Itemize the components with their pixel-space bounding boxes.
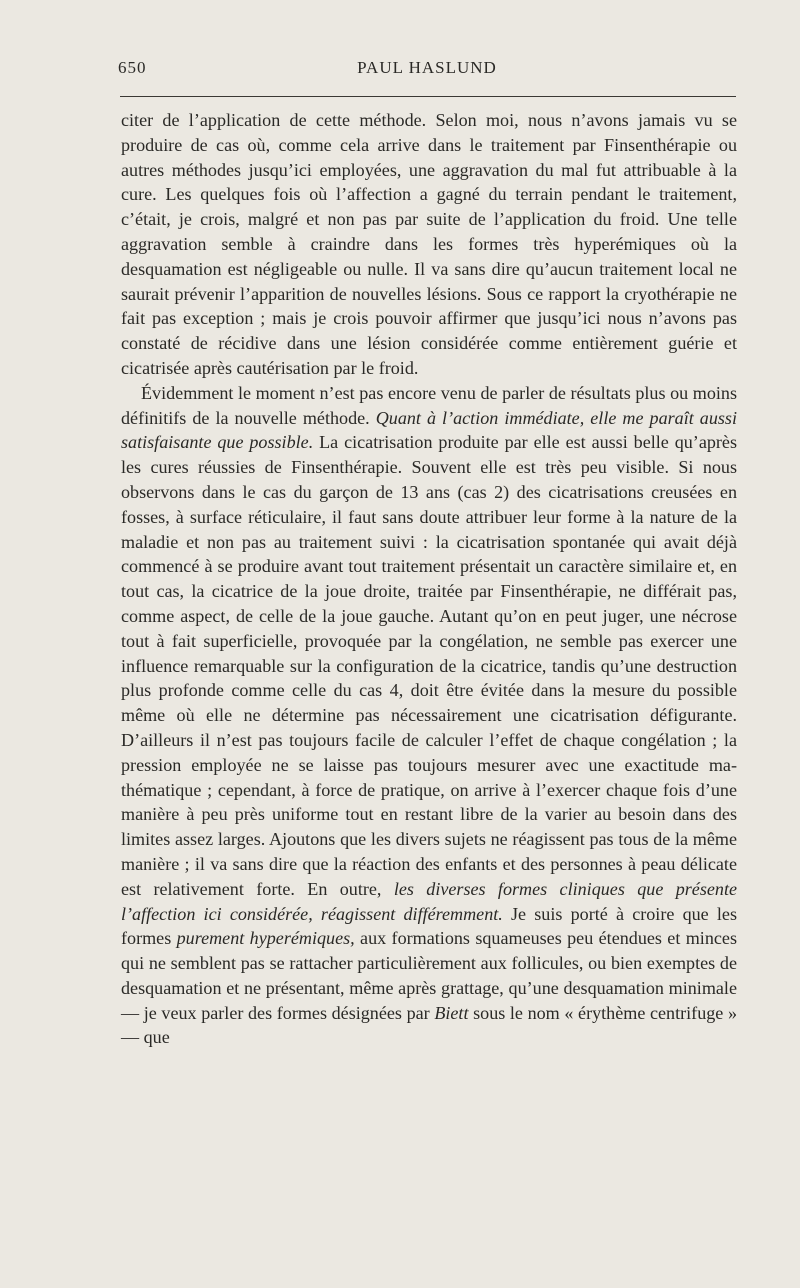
author-name: Biett bbox=[434, 1002, 469, 1023]
paragraph-2 bbox=[121, 381, 737, 1051]
header-rule bbox=[120, 96, 736, 97]
italic-run: les diverses formes cliniques que présente l’affection ici considérée, réagissent différemment. bbox=[121, 878, 737, 924]
paragraph-1 bbox=[121, 108, 737, 381]
page-number: 650 bbox=[118, 58, 147, 77]
text-run: sous le nom « érythème centrifuge » — que bbox=[121, 1002, 737, 1048]
text-run: aux formations squameuses peu étendues et minces qui ne semblent pas se rattacher particulièrement aux follicules, ou bien exemptes de desquamation et ne présentant, même après grattage, qu’une desquamation minimale — je veux parler des formes désignées par bbox=[121, 928, 737, 1023]
body-text bbox=[121, 108, 737, 1050]
text-run: Je suis porté à croire que les formes bbox=[121, 903, 737, 949]
italic-run: purement hyperémiques, bbox=[176, 928, 355, 949]
running-head bbox=[118, 58, 736, 84]
text-run: Évidemment le moment n’est pas encore venu de parler de résultats plus ou moins définitifs de la nouvelle méthode. bbox=[121, 382, 737, 428]
italic-run: Quant à l’action immédiate, elle me paraît aussi satisfaisante que possible. bbox=[121, 407, 737, 453]
text-run: La cicatrisation produite par elle est aussi belle qu’après les cures réussies de Finsenthérapie. Souvent elle est très peu visible. Si nous observons dans le cas du garçon de 13 ans (cas 2) des cicatrisations creusées en fosses, à surface réticulaire, il faut sans doute attribuer leur forme à la nature de la maladie et non pas au traitement suivi : la cicatrisation spontanée qui avait déjà commencé à se produire avant tout traitement présentait un caractère similaire et, en tout cas, la cicatrice de la joue droite, traitée par Finsenthérapie, ne différait pas, comme aspect, de celle de la joue gauche. Autant qu’on en peut juger, une nécrose tout à fait superficielle, provoquée par la congélation, ne semble pas exercer une influence remarquable sur la configuration de la cicatrice, tandis qu’une destruction plus profonde comme celle du cas 4, doit être évitée dans la mesure du possible même où elle ne détermine pas nécessairement une cicatrisation défigurante. D’ailleurs il n’est pas toujours facile de calculer l’effet de chaque congélation ; la pression employée ne se laisse pas toujours mesurer avec une exactitude mathématique ; cependant, à force de pratique, on arrive à l’exercer chaque fois d’une manière à peu près uniforme tout en restant libre de la varier au besoin dans des limites assez larges. Ajoutons que les divers sujets ne réagissent pas tous de la même manière ; il va sans dire que la réaction des enfants et des personnes à peau délicate est relativement forte. En outre, bbox=[121, 432, 737, 899]
running-title: PAUL HASLUND bbox=[357, 58, 497, 77]
text-run: citer de l’application de cette méthode. Selon moi, nous n’avons jamais vu se produire de cas où, comme cela arrive dans le traitement par Finsenthérapie ou autres méthodes jusqu’ici employées, une aggravation du mal fut attribuable à la cure. Les quelques fois où l’affection a gagné du terrain pendant le traitement, c’était, je crois, malgré et non pas par suite de l’application du froid. Une telle aggravation semble à craindre dans les formes très hyperémiques où la desquamation est négligeable ou nulle. Il va sans dire qu’aucun traitement local ne saurait prévenir l’apparition de nouvelles lésions. Sous ce rapport la cryothérapie ne fait pas exception ; mais je crois pouvoir affirmer que jusqu’ici nous n’avons pas constaté de récidive dans une lésion considérée comme entièrement guérie et cicatrisée après cautérisation par le froid. bbox=[121, 110, 737, 378]
